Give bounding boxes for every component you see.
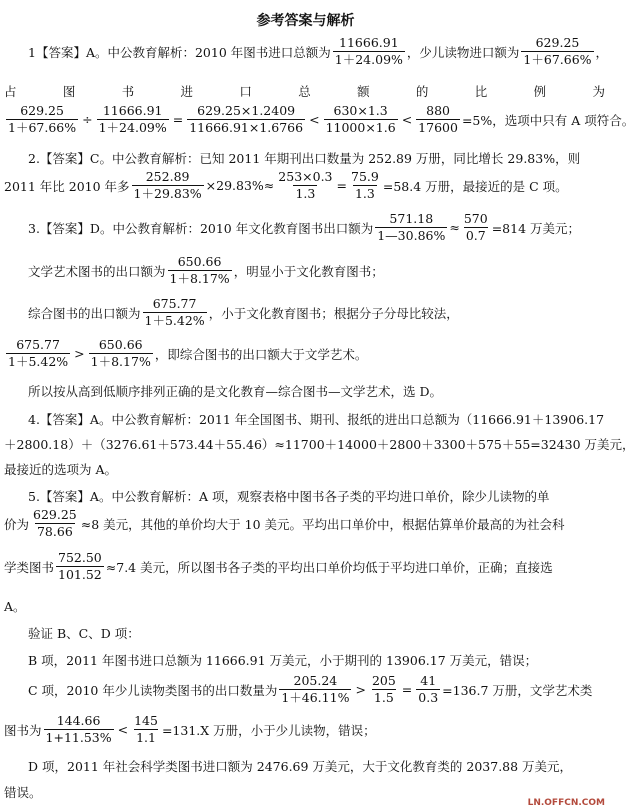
fraction: $\frac{752.50}{101.52}$	[58, 550, 102, 583]
fraction: $\frac{880}{17600}$	[418, 103, 458, 136]
q1-line-1: 1【答案】A。中公教育解析：2010 年图书进口总额为 $\frac{11666.91}{1+24.09\%}$ ，少儿读物进口额为 $\frac{629.25}{1+67.66\%}$ ，	[28, 35, 609, 68]
fraction: $\frac{75.9}{1.3}$	[351, 169, 379, 202]
q3-line-4: $\frac{675.77}{1+5.42\%}$ > $\frac{650.66}{1+8.17\%}$ ，即综合图书的出口额大于文学艺术。	[8, 337, 368, 370]
fraction: $\frac{650.66}{1+8.17\%}$	[169, 254, 230, 287]
q5-line-4: A。	[4, 599, 26, 614]
fraction: $\frac{629.25}{1+67.66\%}$	[8, 103, 77, 136]
page-title: 参考答案与解析	[256, 13, 355, 29]
fraction: $\frac{630\times 1.3}{11000\times 1.6}$	[325, 103, 396, 136]
q5-line-6: B 项，2011 年图书进口总额为 11666.91 万美元，小于期刊的 13906.17 万美元，错误；	[28, 653, 538, 668]
fraction: $\frac{629.25}{1+67.66\%}$	[523, 35, 592, 68]
q5-line-9: D 项，2011 年社会科学类图书进口额为 2476.69 万美元，大于文化教育类的 2037.88 万美元，	[28, 759, 573, 774]
fraction: $\frac{650.66}{1+8.17\%}$	[90, 337, 151, 370]
q1-line-3: $\frac{629.25}{1+67.66\%}$ ÷ $\frac{11666.91}{1+24.09\%}$ = $\frac{629.25\times 1.2409}{11666.91\times 1.6766}$ < $\frac{630\times 1.3}{11000\times 1.6}$ < $\frac{880}{17600}$ =5%，选项中只有 A 项符合。	[8, 103, 635, 136]
fraction: $\frac{675.77}{1+5.42\%}$	[8, 337, 69, 370]
q2-line-1: 2.【答案】C。中公教育解析：已知 2011 年期刊出口数量为 252.89 万册，同比增长 29.83%，则	[28, 151, 581, 166]
fraction: $\frac{41}{0.3}$	[418, 673, 439, 706]
fraction: $\frac{205}{1.5}$	[371, 673, 396, 706]
fraction: $\frac{11666.91}{1+24.09\%}$	[98, 103, 167, 136]
q5-line-1: 5.【答案】A。中公教育解析：A 项，观察表格中图书各子类的平均进口单价，除少儿读物的单	[28, 489, 550, 504]
fraction: $\frac{145}{1.1}$	[134, 713, 158, 746]
fraction: $\frac{629.25\times 1.2409}{11666.91\times 1.6766}$	[189, 103, 304, 136]
q3-line-5: 所以按从高到低顺序排列正确的是文化教育—综合图书—文学艺术，选 D。	[28, 384, 442, 399]
q2-line-2: 2011 年比 2010 年多 $\frac{252.89}{1+29.83\%}$ ×29.83%≈ $\frac{253\times 0.3}{1.3}$ = $\frac{75.9}{1.3}$ =58.4 万册，最接近的是 C 项。	[4, 169, 568, 202]
q3-line-3: 综合图书的出口额为 $\frac{675.77}{1+5.42\%}$ ，小于文化教育图书；根据分子分母比较法，	[28, 296, 459, 329]
q3-line-1: 3.【答案】D。中公教育解析：2010 年文化教育图书出口额为 $\frac{571.18}{1—30.86\%}$ ≈ $\frac{570}{0.7}$ =814 万美元；	[28, 211, 581, 244]
q5-line-10: 错误。	[4, 785, 42, 800]
q5-line-8: 图书为 $\frac{144.66}{1+11.53\%}$ < $\frac{145}{1.1}$ =131.X 万册，小于少儿读物，错误；	[4, 713, 376, 746]
q4-line-1: 4.【答案】A。中公教育解析：2011 年全国图书、期刊、报纸的进出口总额为（11666.91＋13906.17	[28, 412, 605, 427]
site-watermark: LN.OFFCN.COM	[527, 798, 605, 808]
q5-line-5: 验证 B、C、D 项：	[28, 626, 140, 641]
fraction: $\frac{571.18}{1—30.86\%}$	[377, 211, 446, 244]
q5-line-2: 价为 $\frac{629.25}{78.66}$ ≈8 美元，其他的单价均大于 10 美元。平均出口单价中，根据估算单价最高的为社会科	[4, 507, 565, 540]
fraction: $\frac{144.66}{1+11.53\%}$	[45, 713, 112, 746]
q5-line-7: C 项，2010 年少儿读物类图书的出口数量为 $\frac{205.24}{1+46.11\%}$ > $\frac{205}{1.5}$ = $\frac{41}{0.3}$ =136.7 万册，文学艺术类	[28, 673, 593, 706]
fraction: $\frac{205.24}{1+46.11\%}$	[281, 673, 350, 706]
q5-line-3: 学类图书 $\frac{752.50}{101.52}$ ≈7.4 美元，所以图书各子类的平均出口单价均低于平均进口单价，正确；直接选	[4, 550, 553, 583]
fraction: $\frac{675.77}{1+5.42\%}$	[144, 296, 205, 329]
fraction: $\frac{570}{0.7}$	[463, 211, 488, 244]
fraction: $\frac{629.25}{78.66}$	[33, 507, 77, 540]
fraction: $\frac{252.89}{1+29.83\%}$	[133, 169, 202, 202]
q4-line-3: 最接近的选项为 A。	[4, 462, 118, 477]
fraction: $\frac{253\times 0.3}{1.3}$	[278, 169, 333, 202]
q1-line-2: 占 图 书 进 口 总 额 的 比 例 为	[4, 84, 605, 99]
q4-line-2: ＋2800.18）＋（3276.61＋573.44＋55.46）≈11700＋14000＋2800＋3300＋575＋55=32430 万美元，	[4, 437, 635, 452]
fraction: $\frac{11666.91}{1+24.09\%}$	[334, 35, 403, 68]
q3-line-2: 文学艺术图书的出口额为 $\frac{650.66}{1+8.17\%}$ ，明显小于文化教育图书；	[28, 254, 384, 287]
